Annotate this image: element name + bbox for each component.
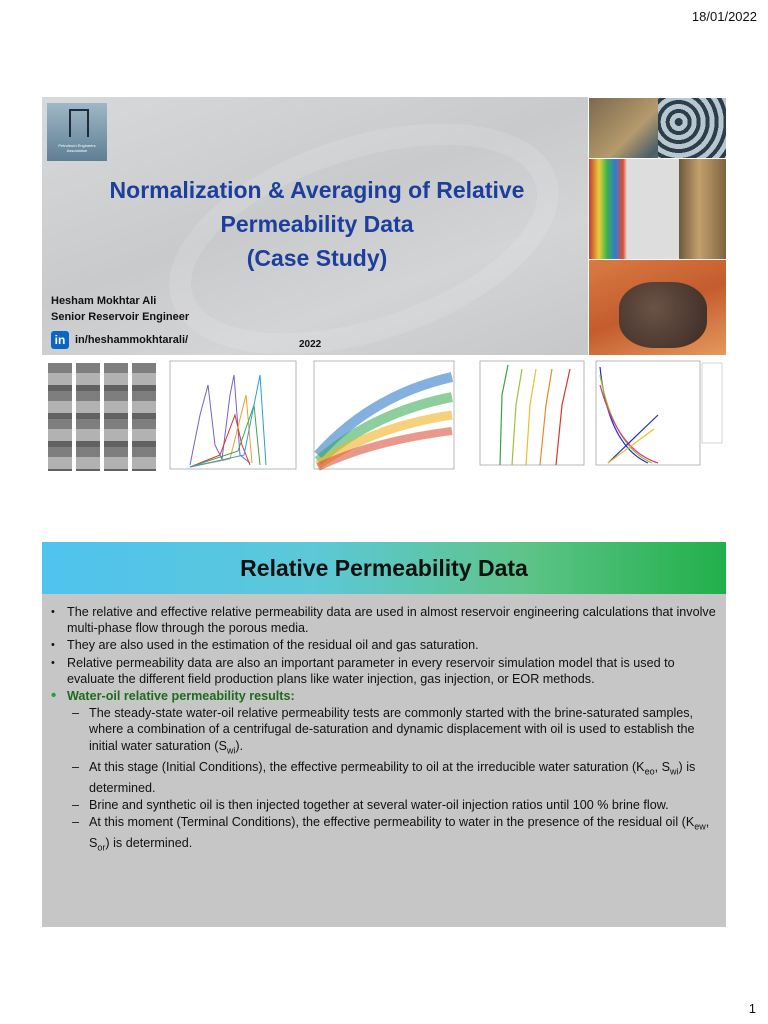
ct-scan-image (42, 355, 160, 482)
sub-bullet-item: – Brine and synthetic oil is then injected together at several water-oil injection ratios until 100 % brine flow. (50, 797, 720, 813)
linkedin-icon: in (51, 331, 69, 349)
presentation-year: 2022 (299, 339, 322, 350)
sub-bullet-item: – At this stage (Initial Conditions), the effective permeability to oil at the irreducible water saturation ($K_{eo}$, $S_{wi}$) is determined. (50, 759, 720, 796)
scatter-plot-image (302, 355, 460, 482)
title-slide (42, 97, 726, 482)
title-line-3: (Case Study) (246, 245, 388, 271)
print-date: 18/01/2022 (691, 9, 757, 24)
title-line-2: Permeability Data (220, 211, 414, 237)
figure-strip (42, 355, 726, 482)
bullet-item: • The relative and effective relative permeability data are used in almost reservoir engineering calculations that involve multi-phase flow through the porous media. (50, 604, 720, 636)
association-logo (47, 103, 107, 161)
sub-bullet-item: – At this moment (Terminal Conditions), the effective permeability to water in the presence of the residual oil ($K_{ew}$, $S_{or}$) is determined. (50, 814, 720, 855)
well-log-photo (588, 158, 726, 260)
bullet-item: • They are also used in the estimation of the residual oil and gas saturation. (50, 637, 720, 653)
slide-title: Relative Permeability Data (240, 555, 528, 581)
logo-text: Petroleum Engineers Association (58, 143, 96, 153)
author-name: Hesham Mokhtar Ali (51, 295, 157, 307)
green-bullet-heading: • Water-oil relative permeability results: (50, 688, 720, 704)
author-role: Senior Reservoir Engineer (51, 311, 190, 323)
thin-section-photo (588, 97, 726, 159)
linkedin-handle: in/heshammokhtarali/ (75, 334, 189, 346)
page-number: 1 (748, 1001, 756, 1016)
capillary-pressure-chart-image (460, 355, 589, 482)
author-block (51, 293, 189, 325)
oil-rig-icon (69, 109, 89, 137)
pore-throat-chart-image (160, 355, 303, 482)
slide-body (50, 604, 720, 857)
content-slide (42, 542, 726, 927)
title-line-1: Normalization & Averaging of Relative (109, 177, 525, 203)
presentation-title (82, 173, 552, 275)
bullet-item: • Relative permeability data are also an important parameter in every reservoir simulation model that is used to evaluate the different field production plans like water injection, gas injection, or EOR methods. (50, 655, 720, 687)
sub-bullet-item: – The steady-state water-oil relative permeability tests are commonly started with the brine-saturated samples, where a combination of a centrifugal de-saturation and dynamic displacement with oil is used to establish the initial water saturation $(S_{wi})$. (50, 705, 720, 758)
relative-permeability-curves-image (588, 355, 726, 482)
core-sample-photo (588, 259, 726, 357)
slide-title-banner (42, 542, 726, 594)
linkedin-link[interactable] (51, 330, 188, 350)
